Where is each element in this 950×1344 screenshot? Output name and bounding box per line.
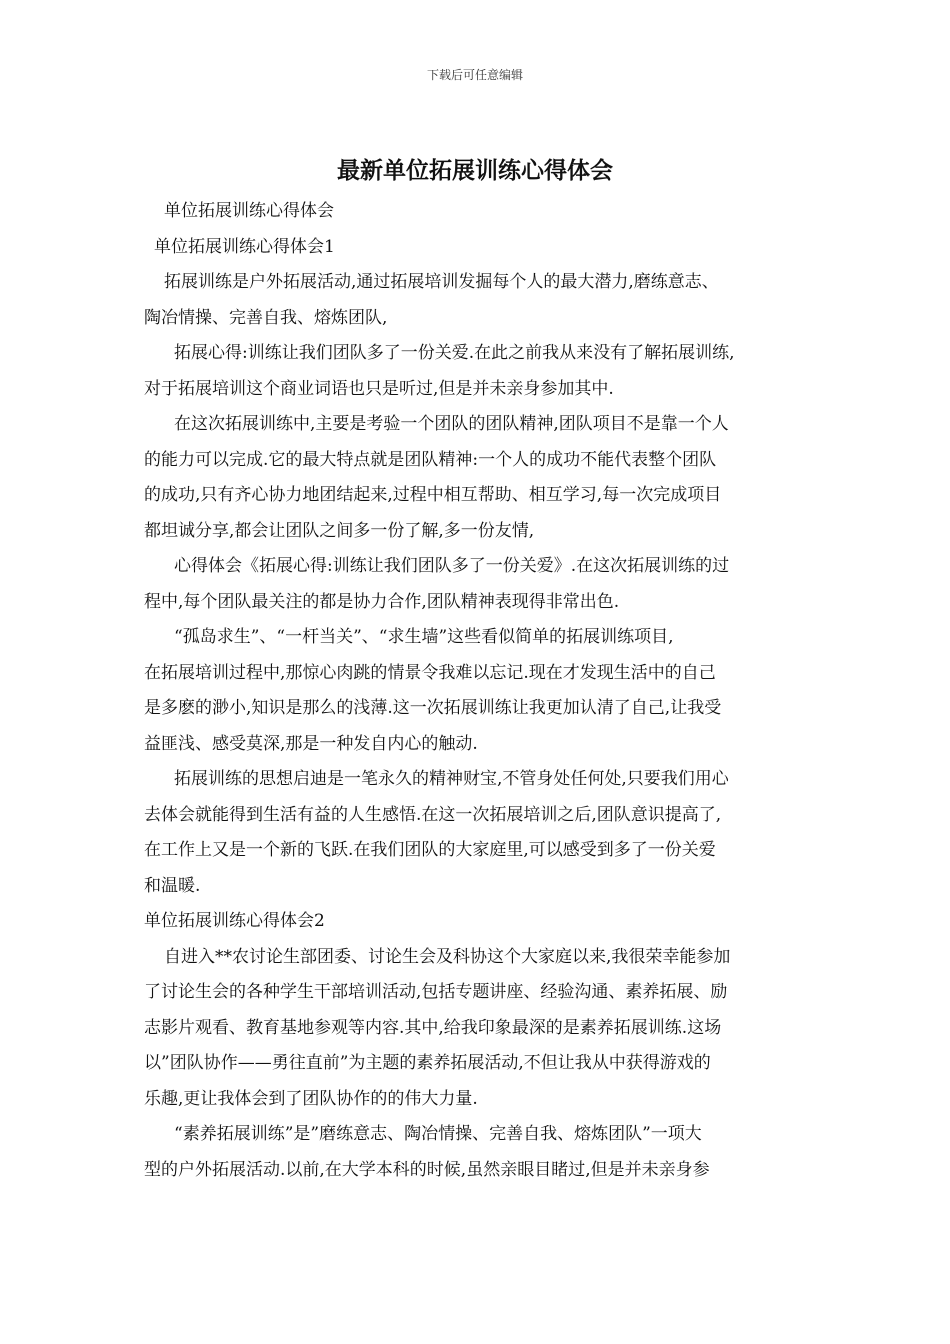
body-line: “素养拓展训练”是”磨练意志、陶冶情操、完善自我、熔炼团队”一项大 (174, 1124, 702, 1144)
body-line: “孤岛求生”、“一杆当关”、“求生墙”这些看似简单的拓展训练项目, (174, 627, 674, 647)
body-line: 拓展心得:训练让我们团队多了一份关爱.在此之前我从来没有了解拓展训练, (174, 343, 735, 363)
body-line: 程中,每个团队最关注的都是协力合作,团队精神表现得非常出色. (144, 591, 620, 612)
body-line: 在工作上又是一个新的飞跃.在我们团队的大家庭里,可以感受到多了一份关爱 (144, 840, 716, 860)
body-line: 自进入**农讨论生部团委、讨论生会及科协这个大家庭以来,我很荣幸能参加 (164, 946, 731, 967)
body-line: 去体会就能得到生活有益的人生感悟.在这一次拓展培训之后,团队意识提高了, (144, 804, 722, 825)
body-line: 以”团队协作——勇往直前”为主题的素养拓展活动,不但让我从中获得游戏的 (144, 1053, 711, 1073)
document-title: 最新单位拓展训练心得体会 (337, 158, 613, 184)
body-line: 和温暖. (144, 875, 201, 896)
body-line: 拓展训练是户外拓展活动,通过拓展培训发掘每个人的最大潜力,磨练意志、 (164, 272, 719, 292)
body-line: 的能力可以完成.它的最大特点就是团队精神:一个人的成功不能代表整个团队 (144, 449, 717, 470)
body-line: 了讨论生会的各种学生干部培训活动,包括专题讲座、经验沟通、素养拓展、励 (144, 982, 728, 1002)
body-line: 单位拓展训练心得体会 (164, 201, 334, 221)
body-line: 拓展训练的思想启迪是一笔永久的精神财宝,不管身处任何处,只要我们用心 (174, 769, 729, 789)
body-line: 益匪浅、感受莫深,那是一种发自内心的触动. (144, 733, 478, 754)
body-line: 在拓展培训过程中,那惊心肉跳的情景令我难以忘记.现在才发现生活中的自己 (144, 662, 716, 683)
body-line: 的成功,只有齐心协力地团结起来,过程中相互帮助、相互学习,每一次完成项目 (144, 485, 722, 505)
document-body (144, 194, 812, 1188)
body-line: 是多麽的渺小,知识是那么的浅薄.这一次拓展训练让我更加认清了自己,让我受 (144, 698, 722, 718)
body-line: 在这次拓展训练中,主要是考验一个团队的团队精神,团队项目不是靠一个人 (174, 414, 729, 434)
body-line: 乐趣,更让我体会到了团队协作的的伟大力量. (144, 1088, 478, 1109)
body-line: 单位拓展训练心得体会2 (144, 911, 325, 931)
page-header: 下载后可任意编辑 (426, 68, 523, 82)
body-line: 对于拓展培训这个商业词语也只是听过,但是并未亲身参加其中. (144, 378, 614, 399)
body-line: 陶冶情操、完善自我、熔炼团队, (144, 307, 388, 328)
body-line: 心得体会《拓展心得:训练让我们团队多了一份关爱》.在这次拓展训练的过 (174, 556, 730, 576)
body-line: 单位拓展训练心得体会1 (154, 236, 335, 257)
body-line: 都坦诚分享,都会让团队之间多一份了解,多一份友情, (144, 520, 535, 541)
body-line: 型的户外拓展活动.以前,在大学本科的时候,虽然亲眼目睹过,但是并未亲身参 (144, 1159, 710, 1180)
body-line: 志影片观看、教育基地参观等内容.其中,给我印象最深的是素养拓展训练.这场 (144, 1017, 722, 1038)
